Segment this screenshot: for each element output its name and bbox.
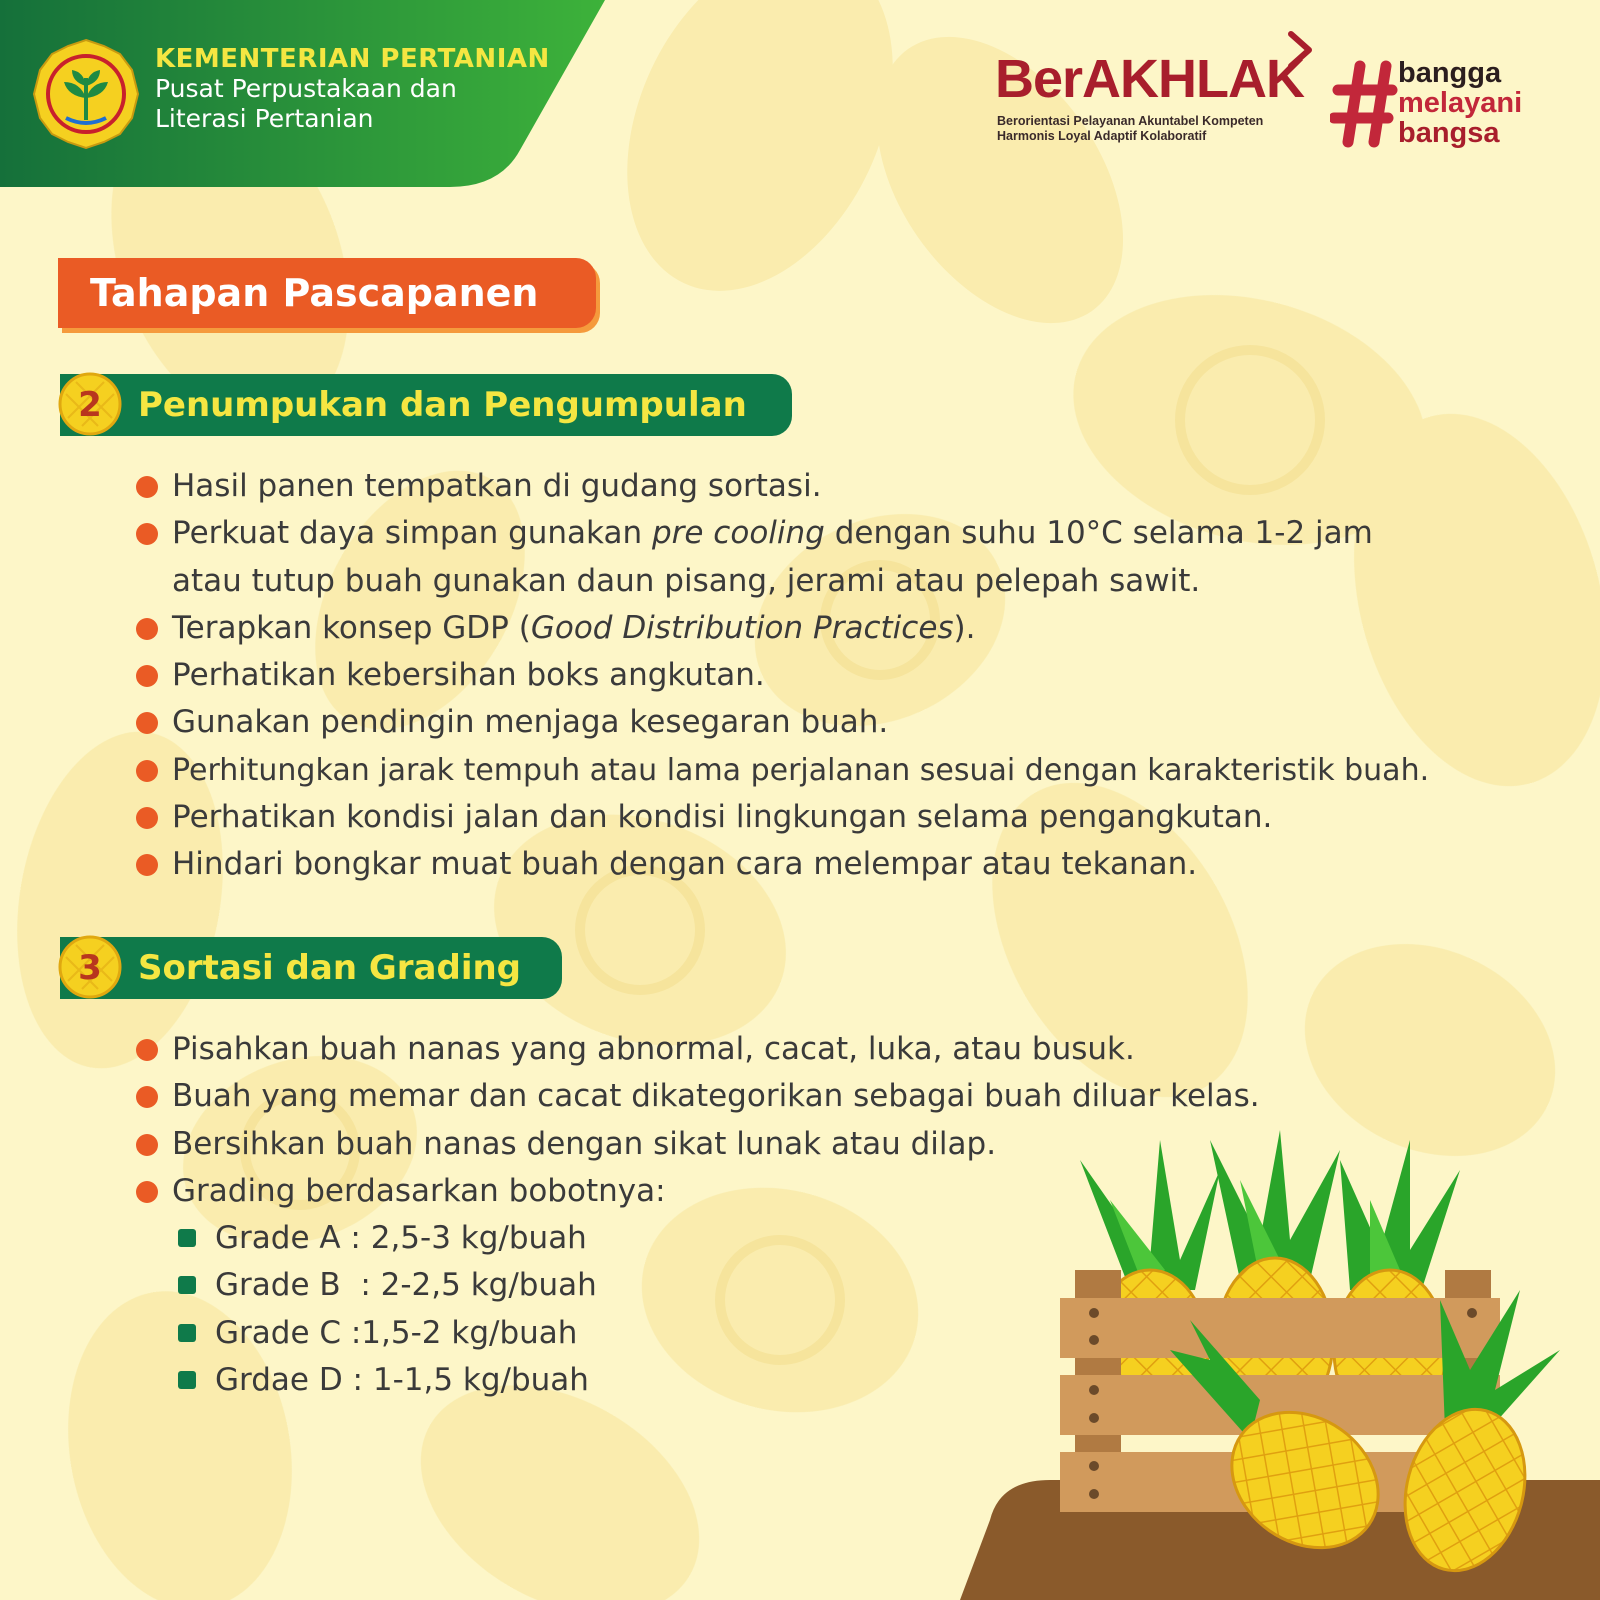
square-bullet-icon <box>178 1229 196 1247</box>
list-item: Terapkan konsep GDP (Good Distribution Practices). <box>136 605 1429 652</box>
bullet-dot-icon <box>136 760 158 782</box>
section-2-list <box>136 463 1429 889</box>
list-item: Buah yang memar dan cacat dikategorikan sebagai buah diluar kelas. <box>136 1073 1260 1120</box>
hashtag-icon <box>1330 58 1398 148</box>
berakhlak-word: BerAKHLAK <box>995 49 1305 109</box>
bullet-dot-icon <box>136 476 158 498</box>
bullet-dot-icon <box>136 1086 158 1108</box>
page-title-banner <box>58 258 596 328</box>
pineapple-crate-illustration <box>960 1120 1600 1600</box>
list-item: Perhatikan kondisi jalan dan kondisi lingkungan selama pengangkutan. <box>136 794 1429 841</box>
berakhlak-values <box>997 114 1263 144</box>
grade-item: Grade A : 2,5-3 kg/buah <box>178 1215 597 1262</box>
tagline-line2: melayani <box>1398 87 1523 119</box>
list-item: Pisahkan buah nanas yang abnormal, cacat, luka, atau busuk. <box>136 1026 1260 1073</box>
page-title: Tahapan Pascapanen <box>90 271 539 315</box>
unit-name-line2: Literasi Pertanian <box>155 104 374 133</box>
grade-list <box>178 1215 597 1404</box>
section-2-number: 2 <box>78 385 102 425</box>
section-3-heading-bar <box>60 937 562 999</box>
list-item: Hasil panen tempatkan di gudang sortasi. <box>136 463 1429 510</box>
grade-item: Grdae D : 1-1,5 kg/buah <box>178 1357 597 1404</box>
section-3-number: 3 <box>78 948 102 988</box>
grade-item: Grade C :1,5-2 kg/buah <box>178 1310 597 1357</box>
bullet-dot-icon <box>136 1134 158 1156</box>
list-item: Perhitungkan jarak tempuh atau lama perjalanan sesuai dengan karakteristik buah. <box>136 747 1429 794</box>
list-item: Bersihkan buah nanas dengan sikat lunak atau dilap. <box>136 1121 1260 1168</box>
tagline-line1: bangga <box>1398 57 1502 89</box>
square-bullet-icon <box>178 1324 196 1342</box>
ministry-name: KEMENTERIAN PERTANIAN <box>155 44 550 74</box>
square-bullet-icon <box>178 1276 196 1294</box>
organization-name <box>155 44 550 134</box>
bullet-dot-icon <box>136 854 158 876</box>
bullet-dot-icon <box>136 1181 158 1203</box>
ministry-logo-icon <box>30 38 142 150</box>
unit-name-line1: Pusat Perpustakaan dan <box>155 74 457 103</box>
berakhlak-values-line2: Harmonis Loyal Adaptif Kolaboratif <box>997 129 1207 143</box>
bullet-dot-icon <box>136 712 158 734</box>
bullet-dot-icon <box>136 523 158 545</box>
section-2-heading: Penumpukan dan Pengumpulan <box>138 385 747 425</box>
section-2-heading-bar <box>60 374 792 436</box>
list-item: Hindari bongkar muat buah dengan cara melempar atau tekanan. <box>136 841 1429 888</box>
grade-item: Grade B : 2-2,5 kg/buah <box>178 1262 597 1309</box>
list-item: Perkuat daya simpan gunakan pre cooling dengan suhu 10°C selama 1-2 jam atau tutup buah gunakan daun pisang, jerami atau pelepah sawit. <box>136 510 1429 605</box>
tagline <box>1398 58 1522 148</box>
list-item: Gunakan pendingin menjaga kesegaran buah. <box>136 699 1429 746</box>
bullet-dot-icon <box>136 807 158 829</box>
bullet-dot-icon <box>136 665 158 687</box>
berakhlak-values-line1: Berorientasi Pelayanan Akuntabel Kompeten <box>997 114 1264 128</box>
bullet-dot-icon <box>136 1039 158 1061</box>
section-3-heading: Sortasi dan Grading <box>138 948 522 988</box>
list-item: Grading berdasarkan bobotnya: <box>136 1168 1260 1215</box>
berakhlak-logo <box>995 30 1335 150</box>
tagline-line3: bangsa <box>1398 117 1500 149</box>
square-bullet-icon <box>178 1371 196 1389</box>
list-item: Perhatikan kebersihan boks angkutan. <box>136 652 1429 699</box>
bullet-dot-icon <box>136 618 158 640</box>
